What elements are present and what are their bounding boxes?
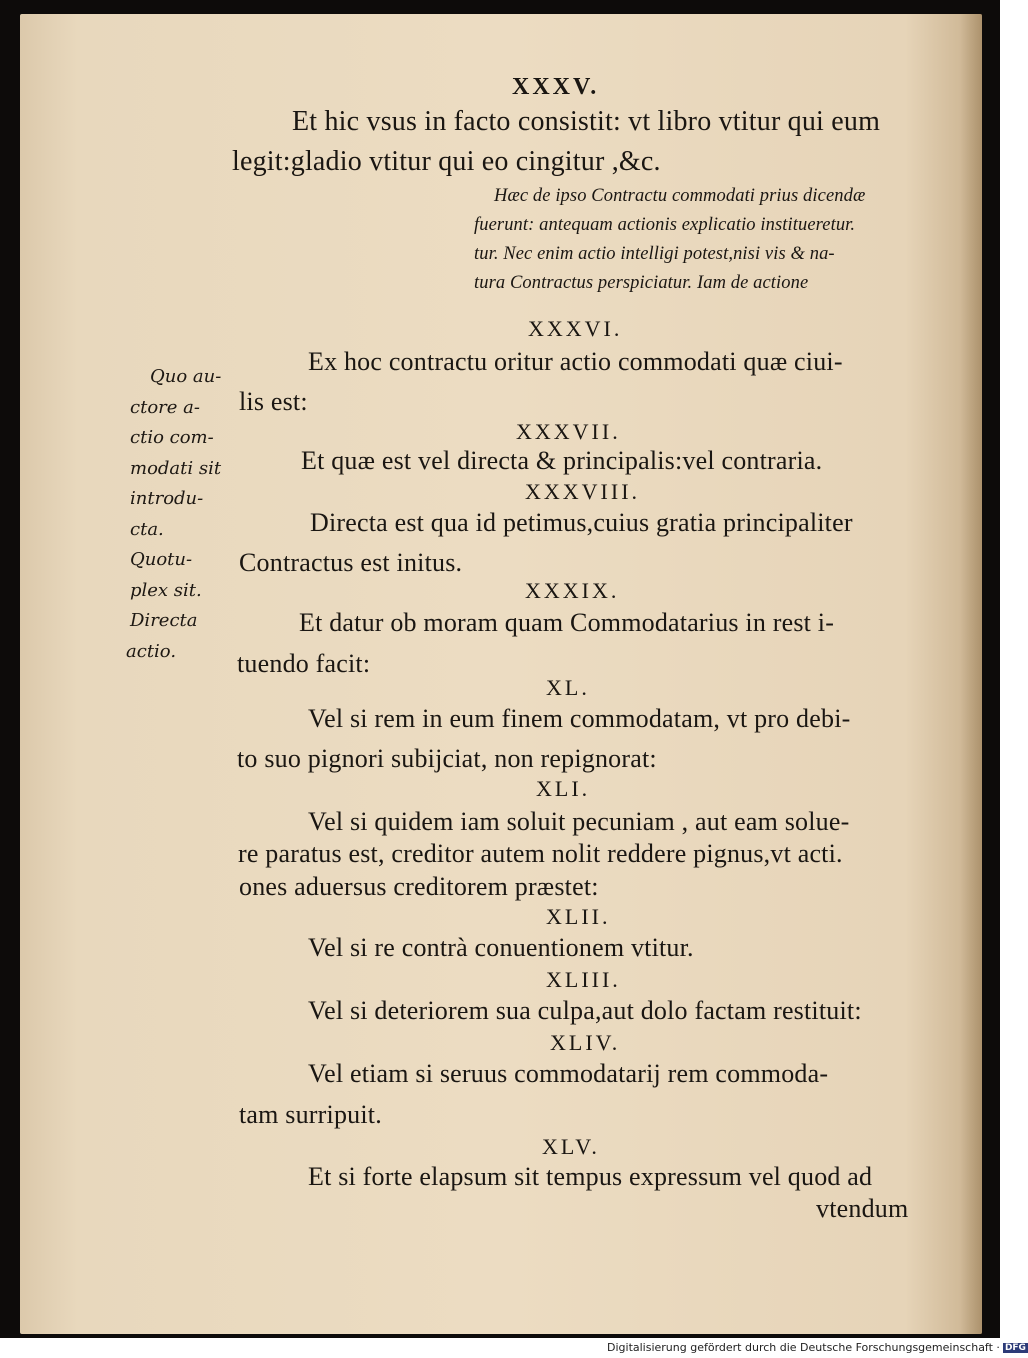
dfg-logo: DFG bbox=[1004, 1343, 1026, 1353]
margin-note: Quo au- bbox=[150, 366, 222, 387]
margin-note: cta. bbox=[130, 518, 164, 540]
text-line: Vel si quidem iam soluit pecuniam , aut eam solue- bbox=[308, 807, 850, 836]
margin-note: Quotu- bbox=[130, 549, 193, 570]
text-line: legit:gladio vtitur qui eo cingitur ,&c. bbox=[232, 146, 661, 177]
section-numeral: XXXVIII. bbox=[525, 479, 641, 504]
page-edge-shadow bbox=[960, 14, 982, 1334]
catchword: vtendum bbox=[816, 1194, 909, 1223]
section-numeral: XXXVI. bbox=[528, 316, 623, 341]
text-line: Vel etiam si seruus commodatarij rem commoda- bbox=[308, 1059, 829, 1088]
section-numeral: XLV. bbox=[542, 1134, 600, 1159]
text-line: Directa est qua id petimus,cuius gratia principaliter bbox=[310, 508, 853, 537]
text-line: to suo pignori subijciat, non repignorat: bbox=[237, 744, 657, 773]
text-line: re paratus est, creditor autem nolit reddere pignus,vt acti. bbox=[238, 839, 843, 868]
text-line: tam surripuit. bbox=[239, 1100, 382, 1129]
text-line: Et quæ est vel directa & principalis:vel contraria. bbox=[301, 446, 823, 475]
margin-note: ctio com- bbox=[130, 427, 214, 448]
margin-note: actio. bbox=[126, 640, 177, 662]
text-line: ones aduersus creditorem præstet: bbox=[239, 872, 599, 901]
section-numeral: XL. bbox=[546, 675, 590, 700]
text-line: lis est: bbox=[239, 387, 308, 416]
note-line: fuerunt: antequam actionis explicatio institueretur. bbox=[474, 215, 856, 235]
text-line: Vel si rem in eum finem commodatam, vt pro debi- bbox=[308, 704, 851, 733]
note-line: Hæc de ipso Contractu commodati prius dicendæ bbox=[494, 186, 866, 206]
footer-credit: Digitalisierung gefördert durch die Deutsche Forschungsgemeinschaft · DFG bbox=[607, 1341, 1026, 1354]
text-line: Ex hoc contractu oritur actio commodati quæ ciui- bbox=[308, 347, 843, 376]
note-line: tura Contractus perspiciatur. Iam de actione bbox=[474, 273, 809, 293]
margin-note: Directa bbox=[130, 610, 198, 631]
footer-text: Digitalisierung gefördert durch die Deutsche Forschungsgemeinschaft bbox=[607, 1341, 993, 1354]
margin-note: introdu- bbox=[130, 488, 204, 509]
section-numeral: XLIV. bbox=[550, 1030, 621, 1055]
text-line: Et datur ob moram quam Commodatarius in rest i- bbox=[299, 608, 835, 637]
text-line: Et hic vsus in facto consistit: vt libro vtitur qui eum bbox=[292, 106, 881, 137]
text-line: Vel si re contrà conuentionem vtitur. bbox=[308, 933, 694, 962]
text-line: Contractus est initus. bbox=[239, 548, 463, 577]
margin-note: ctore a- bbox=[130, 396, 200, 418]
section-numeral: XLI. bbox=[536, 776, 591, 801]
text-line: Et si forte elapsum sit tempus expressum vel quod ad bbox=[308, 1162, 873, 1191]
section-numeral: XLIII. bbox=[546, 967, 621, 992]
margin-note: modati sit bbox=[130, 457, 222, 479]
section-numeral: XLII. bbox=[546, 904, 611, 929]
book-page bbox=[20, 14, 982, 1334]
section-numeral: XXXIX. bbox=[525, 578, 620, 603]
text-line: tuendo facit: bbox=[237, 649, 371, 678]
text-line: Vel si deteriorem sua culpa,aut dolo factam restituit: bbox=[308, 996, 862, 1025]
margin-note: plex sit. bbox=[130, 579, 202, 601]
margin-notes bbox=[126, 362, 240, 667]
section-numeral: XXXVII. bbox=[516, 419, 621, 444]
header-numeral: XXXV. bbox=[512, 74, 600, 100]
note-line: tur. Nec enim actio intelligi potest,nisi vis & na- bbox=[474, 244, 835, 264]
